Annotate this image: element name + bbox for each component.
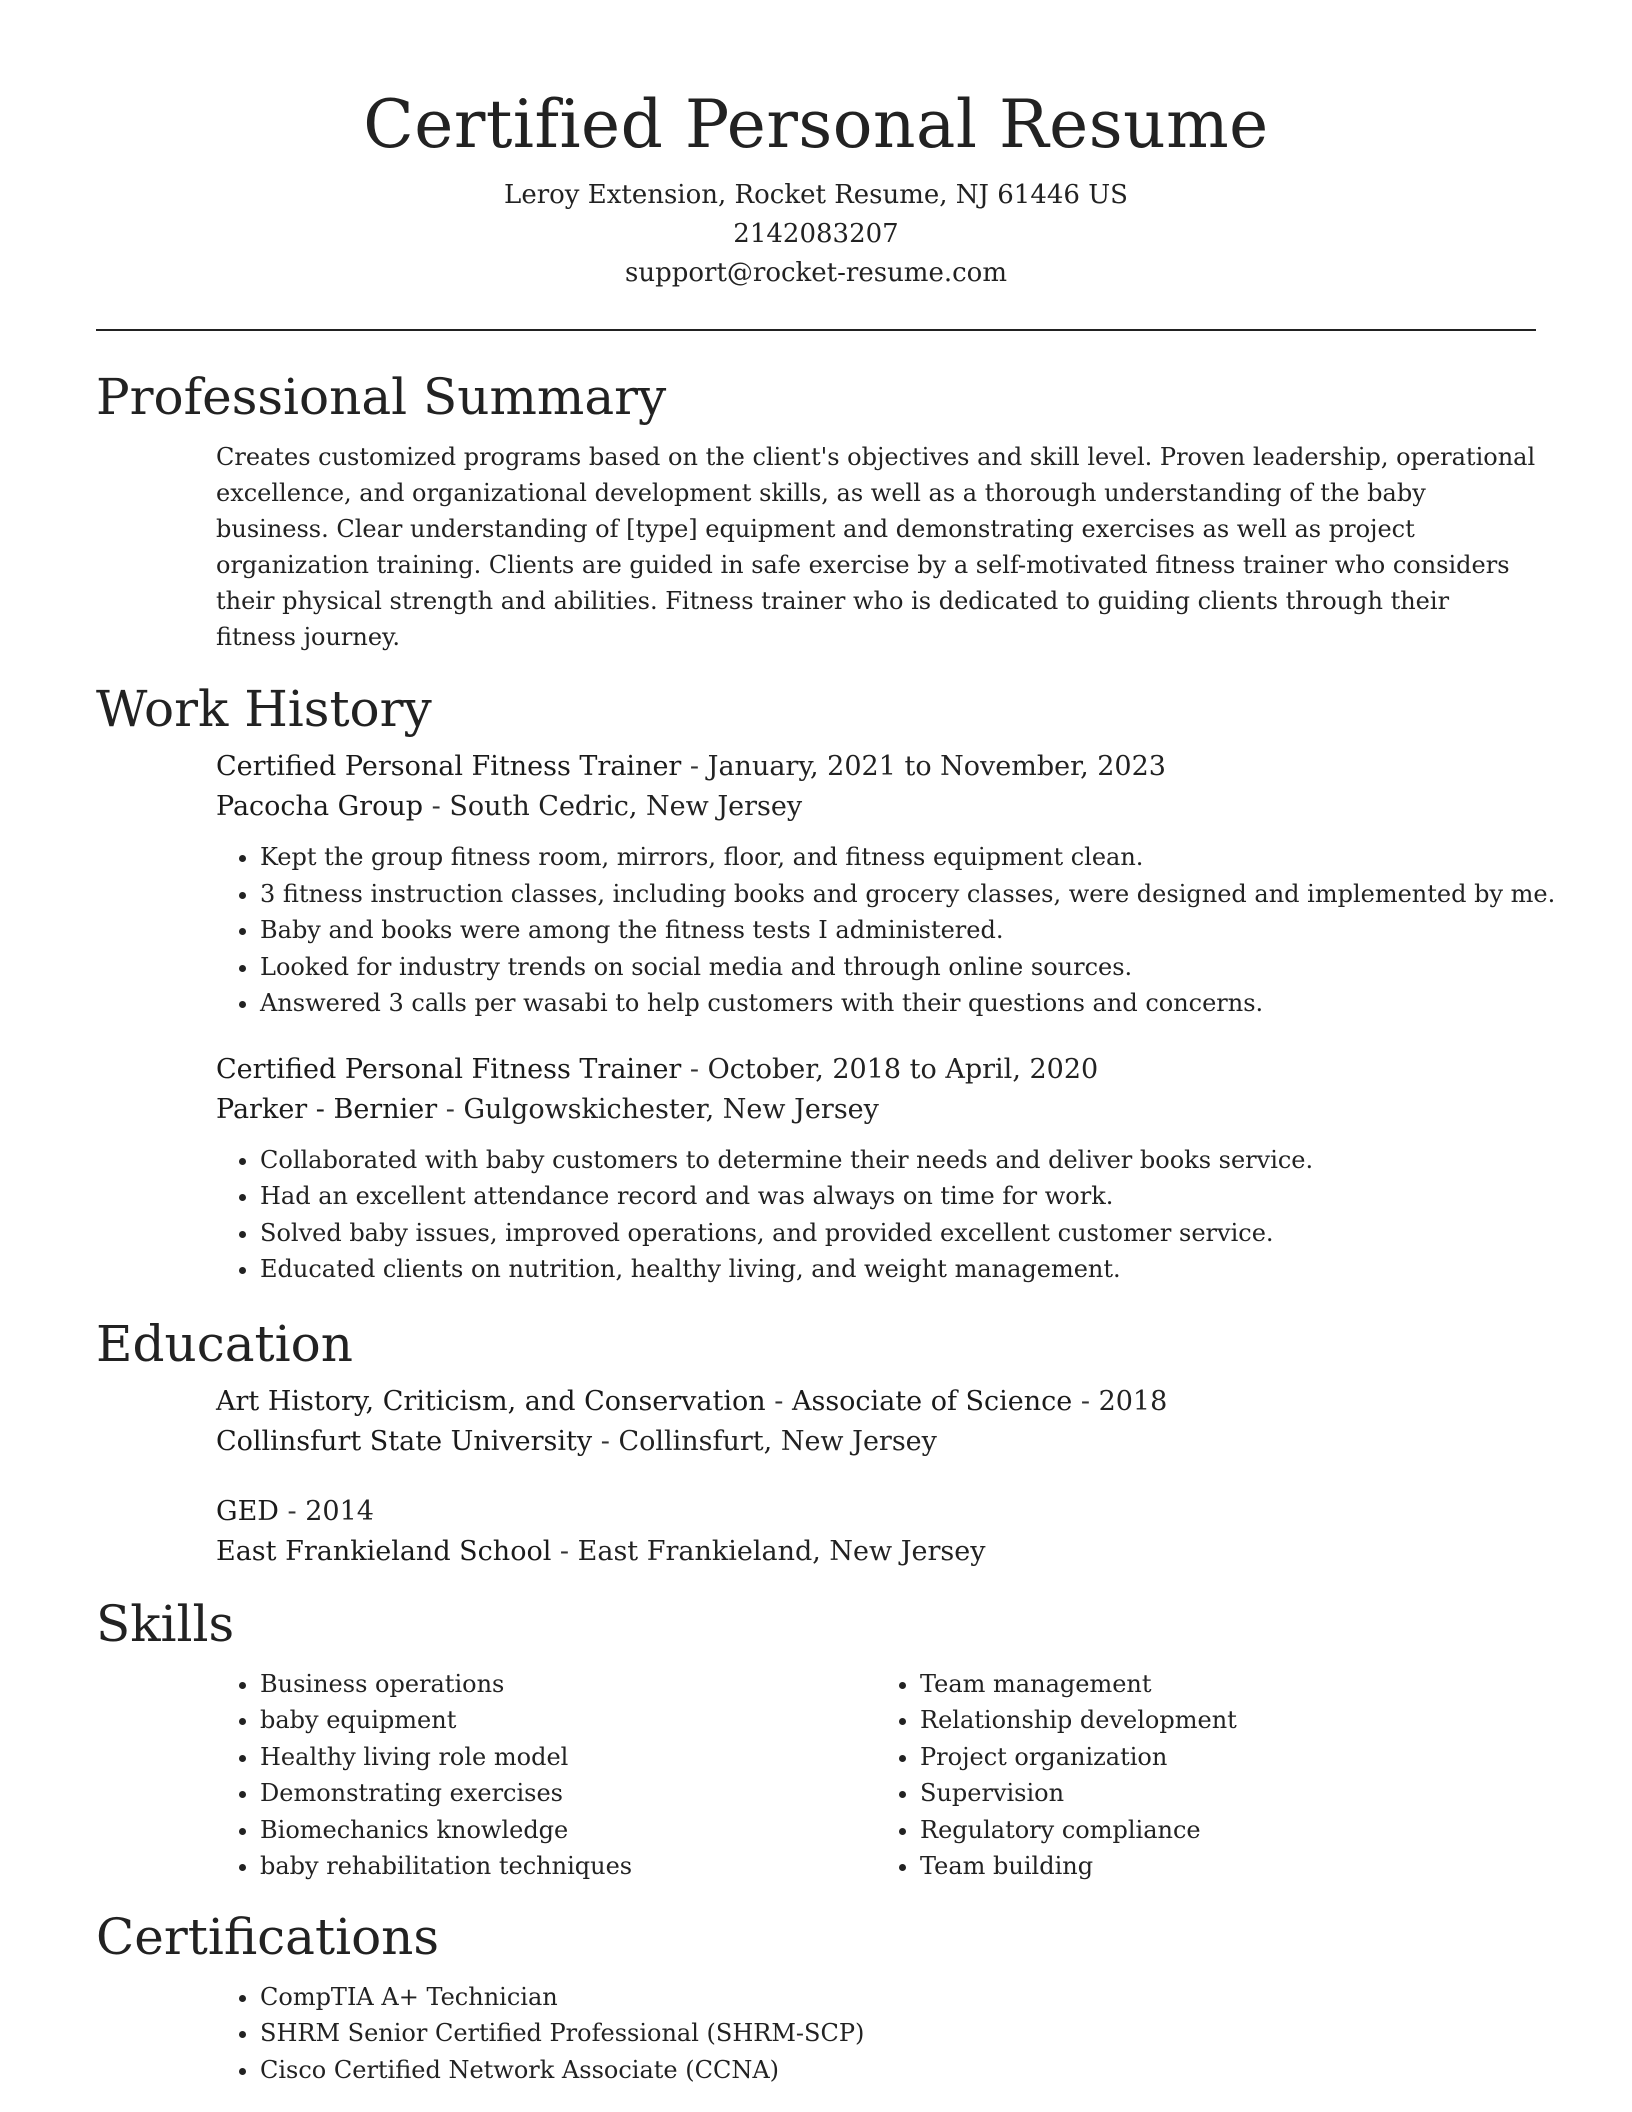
- summary-section: [96, 365, 1536, 655]
- job-title: Certified Personal Fitness Trainer: [216, 1053, 682, 1085]
- summary-text: Creates customized programs based on the client's objectives and skill level. Proven leadership, operational excellence, and organizational development skills, as well as a thorough understanding of the baby business. Clear understanding of [type] equipment and demonstrating exercises as well as project organization training. Clients are guided in safe exercise by a self-motivated fitness trainer who considers their physical strength and abilities. Fitness trainer who is dedicated to guiding clients through their fitness journey.: [216, 443, 1536, 651]
- certification-item: • SHRM Senior Certified Professional (SHRM-SCP): [260, 2015, 1536, 2052]
- job-dates: January, 2021 to November, 2023: [707, 751, 1166, 782]
- resume-title: Certified Personal Resume: [363, 86, 1269, 163]
- skills-grid: [216, 1656, 1536, 1885]
- email-text: support@rocket-resume.com: [624, 258, 1007, 288]
- separator: -: [278, 1495, 306, 1527]
- certifications-section: [96, 1905, 1536, 2089]
- skill-item: • Business operations: [260, 1666, 876, 1703]
- job-bullet: • Answered 3 calls per wasabi to help customers with their questions and concerns.: [260, 985, 1536, 1022]
- education-school-line: [216, 1422, 1536, 1462]
- education-entry: [216, 1492, 1536, 1572]
- job-company: Pacocha Group: [216, 791, 424, 822]
- job-location: Gulgowskichester, New Jersey: [463, 1093, 879, 1125]
- work-section: [96, 677, 1556, 1288]
- certification-item: • CompTIA A+ Technician: [260, 1979, 1536, 2016]
- education-school: East Frankieland School: [216, 1535, 552, 1567]
- separator: -: [551, 1535, 578, 1567]
- education-field: Art History, Criticism, and Conservation: [216, 1385, 766, 1417]
- separator: -: [592, 1425, 619, 1457]
- phone-text: 2142083207: [733, 219, 899, 249]
- skills-list-left: [216, 1666, 876, 1885]
- job-title-line: [216, 1050, 1536, 1090]
- contact-block: [96, 176, 1536, 293]
- education-section: [96, 1312, 1536, 1572]
- skills-section: [96, 1592, 1536, 1885]
- section-heading-summary: Professional Summary: [96, 368, 667, 426]
- job-bullet: • Had an excellent attendance record and was always on time for work.: [260, 1178, 1536, 1215]
- skill-item: • baby equipment: [260, 1702, 876, 1739]
- separator: -: [681, 1053, 708, 1085]
- work-content: [216, 747, 1556, 1288]
- education-location: East Frankieland, New Jersey: [577, 1535, 986, 1567]
- education-location: Collinsfurt, New Jersey: [618, 1425, 937, 1457]
- job-company-line: [216, 787, 1536, 827]
- job-title-line: [216, 747, 1536, 787]
- address-text: Leroy Extension, Rocket Resume, NJ 61446 US: [504, 180, 1128, 210]
- job-bullet: • Educated clients on nutrition, healthy living, and weight management.: [260, 1251, 1536, 1288]
- job-location: South Cedric, New Jersey: [449, 791, 803, 822]
- education-field: GED: [216, 1495, 279, 1527]
- skill-item: • Team building: [920, 1848, 1536, 1885]
- skill-item: • Regulatory compliance: [920, 1812, 1536, 1849]
- skill-item: • Healthy living role model: [260, 1739, 876, 1776]
- job-bullet: • Baby and books were among the fitness tests I administered.: [260, 912, 1536, 949]
- separator: -: [765, 1385, 792, 1417]
- education-degree-line: [216, 1492, 1536, 1532]
- certifications-content: [216, 1979, 1536, 2089]
- separator: -: [437, 1093, 464, 1125]
- skill-item: • Demonstrating exercises: [260, 1775, 876, 1812]
- job-bullets: [216, 1142, 1536, 1288]
- separator: -: [423, 791, 450, 822]
- job-bullet: • Solved baby issues, improved operations, and provided excellent customer service.: [260, 1215, 1536, 1252]
- skill-item: • Project organization: [920, 1739, 1536, 1776]
- education-content: [216, 1382, 1536, 1572]
- job-entry: [216, 747, 1556, 1022]
- certifications-list: [216, 1979, 1536, 2089]
- skills-list-right: [876, 1666, 1536, 1885]
- education-degree-line: [216, 1382, 1536, 1422]
- certification-item: • Cisco Certified Network Associate (CCNA): [260, 2052, 1536, 2089]
- skill-item: • Supervision: [920, 1775, 1536, 1812]
- job-entry: [216, 1050, 1536, 1288]
- job-title: Certified Personal Fitness Trainer: [216, 751, 682, 782]
- job-dates: October, 2018 to April, 2020: [707, 1053, 1099, 1085]
- section-heading-certifications: Certifications: [96, 1907, 440, 1966]
- education-school: Collinsfurt State University: [216, 1425, 593, 1457]
- skill-item: • Biomechanics knowledge: [260, 1812, 876, 1849]
- job-bullet: • Looked for industry trends on social media and through online sources.: [260, 949, 1536, 986]
- skill-item: • baby rehabilitation techniques: [260, 1848, 876, 1885]
- separator: -: [1072, 1385, 1099, 1417]
- section-heading-work: Work History: [96, 680, 432, 738]
- section-heading-education: Education: [96, 1314, 353, 1373]
- job-bullets: [216, 839, 1556, 1022]
- section-heading-skills: Skills: [96, 1594, 235, 1653]
- separator: -: [681, 751, 708, 782]
- header-divider: [96, 329, 1536, 331]
- job-bullet: • Kept the group fitness room, mirrors, floor, and fitness equipment clean.: [260, 839, 1536, 876]
- education-year: 2018: [1098, 1385, 1168, 1417]
- job-bullet: • Collaborated with baby customers to determine their needs and deliver books service.: [260, 1142, 1536, 1179]
- job-company-line: [216, 1090, 1536, 1130]
- skill-item: • Team management: [920, 1666, 1536, 1703]
- education-year: 2014: [305, 1495, 374, 1527]
- education-entry: [216, 1382, 1536, 1462]
- resume-page: [96, 0, 1556, 2088]
- job-company: Parker - Bernier: [216, 1093, 438, 1125]
- job-bullet: • 3 fitness instruction classes, including books and grocery classes, were designed and implemented by me.: [260, 876, 1536, 913]
- summary-content: [216, 439, 1536, 655]
- education-school-line: [216, 1532, 1536, 1572]
- skill-item: • Relationship development: [920, 1702, 1536, 1739]
- education-degree: Associate of Science: [791, 1385, 1073, 1417]
